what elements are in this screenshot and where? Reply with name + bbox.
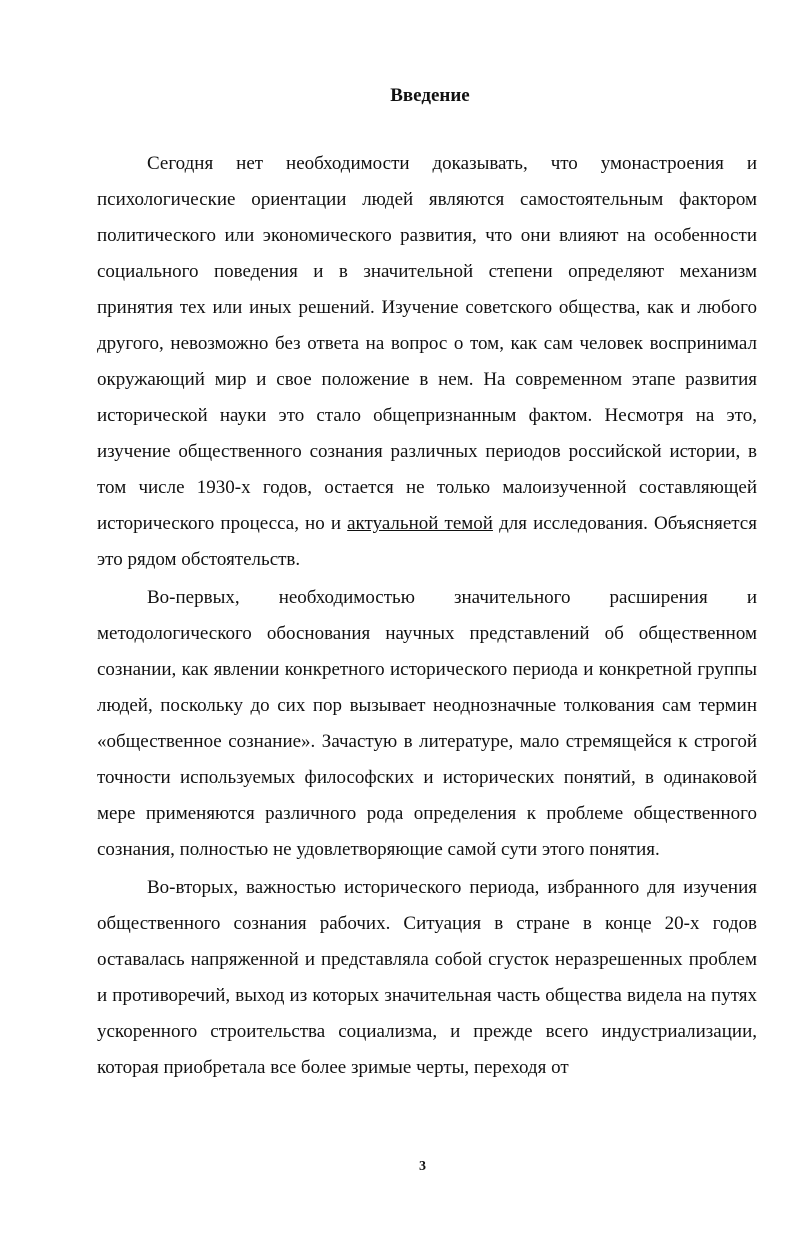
section-title: Введение bbox=[390, 85, 470, 106]
paragraph-1 bbox=[97, 146, 757, 578]
underlined-phrase: актуальной темой bbox=[347, 513, 493, 534]
paragraph-3: Во-вторых, важностью исторического периода, избранного для изучения общественного сознания рабочих. Ситуация в стране в конце 20-х годов оставалась напряженной и представляла собой сгусток неразрешенных проблем и противоречий, выход из которых значительная часть общества видела на путях ускоренного строительства социализма, и прежде всего индустриализации, которая приобретала все более зримые черты, переходя от bbox=[97, 877, 757, 1078]
paragraph-1-text-start: Сегодня нет необходимости доказывать, что умонастроения и психологические ориентации людей являются самостоятельным фактором политического или экономического развития, что они влияют на особенности социального поведения и в значительной степени определяют механизм принятия тех или иных решений. Изучение советского общества, как и любого другого, невозможно без ответа на вопрос о том, как сам человек воспринимал окружающий мир и свое положение в нем. На современном этапе развития исторической науки это стало общепризнанным фактом. Несмотря на это, изучение общественного сознания различных периодов российской истории, в том числе 1930-х годов, остается не только малоизученной составляющей исторического процесса, но и bbox=[97, 153, 757, 534]
paragraph-2: Во-первых, необходимостью значительного расширения и методологического обоснования научных представлений об общественном сознании, как явлении конкретного исторического периода и конкретной группы людей, поскольку до сих пор вызывает неоднозначные толкования сам термин «общественное сознание». Зачастую в литературе, мало стремящейся к строгой точности используемых философских и исторических понятий, в одинаковой мере применяются различного рода определения к проблеме общественного сознания, полностью не удовлетворяющие самой сути этого понятия. bbox=[97, 587, 757, 860]
page-number: 3 bbox=[419, 1159, 426, 1174]
paragraph-1-text-end: для исследования. Объясняется это рядом обстоятельств. bbox=[97, 513, 757, 570]
body-text bbox=[97, 146, 757, 1088]
